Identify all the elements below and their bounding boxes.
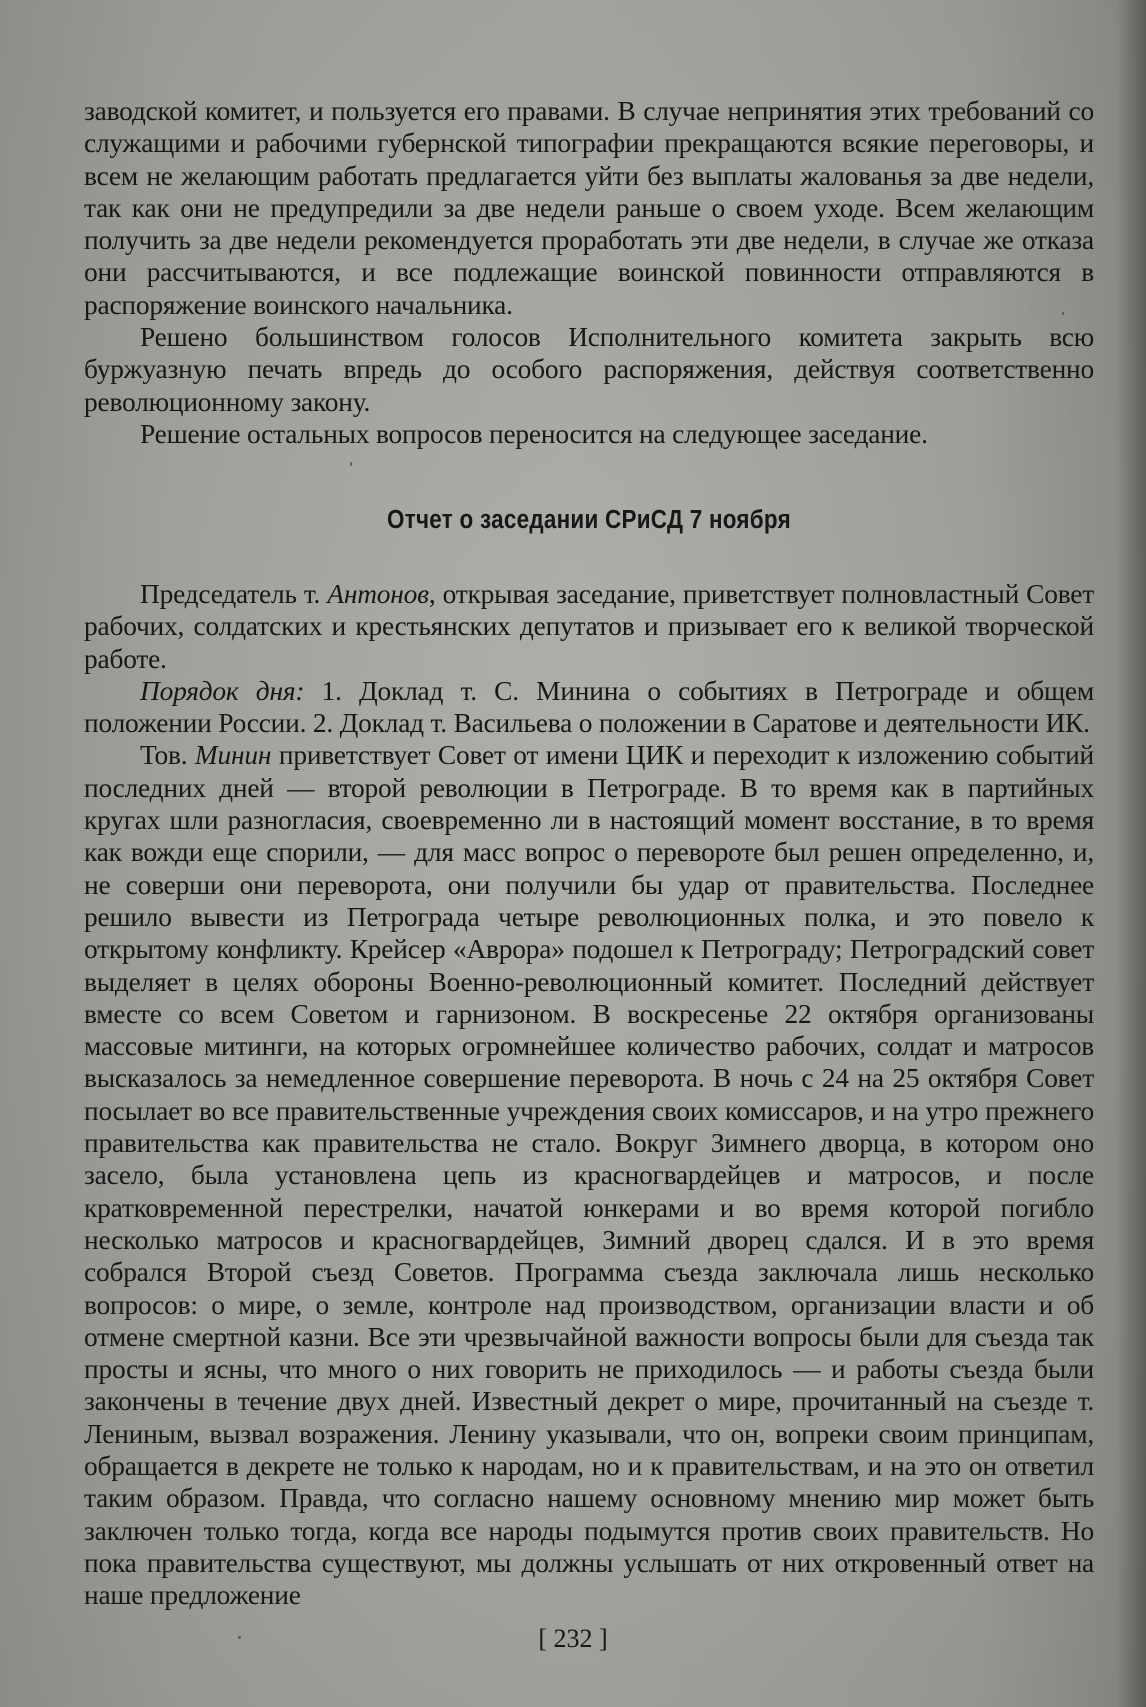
paragraph-agenda: [84, 675, 1094, 740]
minin-intro-text: Тов.: [140, 740, 195, 771]
chairman-name: Антонов: [327, 579, 429, 609]
dust-speck: [238, 1636, 241, 1639]
paragraph-chairman-opening: [84, 578, 1094, 675]
agenda-text: 1. Доклад т. С. Минина о событиях в Петрограде и общем положении России. 2. Доклад т. Васильева о положении в Саратове и деятельности ИК.: [84, 675, 1095, 739]
minin-report-text: приветствует Совет от имени ЦИК и переходит к изложению событий последних дней — второй революции в Петрограде. В то время как в партийных кругах шли разногласия, своевременно ли в настоящий момент восстание, в то время как вожди еще спорили, — для масс вопрос о перевороте был решен определенно, и, не соверши они переворота, они получили бы удар от правительства. Последнее решило вывести из Петрограда четыре революционных полка, и это повело к открытому конфликту. Крейсер «Аврора» подошел к Петрограду; Петроградский совет выделяет в целях обороны Военно-революционный комитет. Последний действует вместе со всем Советом и гарнизоном. В воскресенье 22 октября организованы массовые митинги, на которых огромнейшее количество рабочих, солдат и матросов высказалось за немедленное совершение переворота. В ночь с 24 на 25 октября Совет посылает во все правительственные учреждения своих комиссаров, и на утро прежнего правительства как правительства не стало. Вокруг Зимнего дворца, в котором оно засело, была установлена цепь из красногвардейцев и матросов, и после кратковременной перестрелки, начатой юнкерами и во время которой погибло несколько матросов и красногвардейцев, Зимний дворец сдался. И в это время собрался Второй съезд Советов. Программа съезда заключала лишь несколько вопросов: о мире, о земле, контроле над производством, организации власти и об отмене смертной казни. Все эти чрезвычайной важности вопросы были для съезда так просты и ясны, что много о них говорить не приходилось — и работы съезда были закончены в течение двух дней. Известный декрет о мире, прочитанный на съезде т. Лениным, вызвал возражения. Ленину указывали, что он, вопреки своим принципам, обращается в декрете не только к народам, но и к правительствам, и на это он ответил таким образом. Правда, что согласно нашему основному мнению мир может быть заключен только тогда, когда все народы подымутся против своих правительств. Но пока правительства существуют, мы должны услышать от них откровенный ответ на наше предложение: [84, 740, 1094, 1611]
speaker-name: Минин: [194, 740, 272, 771]
page-number: [ 232 ]: [538, 1624, 608, 1653]
page-edge-shadow: [1116, 0, 1146, 1707]
section-title: Отчет о заседании СРиСД 7 ноября: [387, 506, 791, 534]
dust-speck: [350, 462, 352, 466]
agenda-label: Порядок дня:: [140, 675, 305, 706]
chairman-opening-text: , открывая заседание, приветствует полновластный Совет рабочих, солдатских и крестьянских депутатов и призывает его к великой творческой работе.: [84, 579, 1094, 674]
paragraph-minin-report: [84, 739, 1094, 1611]
dust-speck: [1062, 312, 1064, 315]
paragraph-typography-strike: заводской комитет, и пользуется его правами. В случае непринятия этих требований со служащими и рабочими губернской типографии прекращаются всякие переговоры, и всем не желающим работать предлагается уйти без выплаты жалованья за две недели, так как они не предупредили за две недели раньше о своем уходе. Всем желающим получить за две недели рекомендуется проработать эти две недели, в случае же отказа они рассчитываются, и все подлежащие воинской повинности отправляются в распоряжение воинского начальника.: [84, 96, 1094, 320]
report-section: [84, 578, 1094, 1612]
paragraph-postponed-questions: Решение остальных вопросов переносится на следующее заседание.: [140, 418, 928, 449]
chairman-intro-text: Председатель т.: [140, 579, 328, 609]
paragraph-bourgeois-press: Решено большинством голосов Исполнительного комитета закрыть всю буржуазную печать впредь до особого распоряжения, действуя соответственно революционному закону.: [84, 322, 1094, 417]
top-section: [84, 95, 1094, 450]
